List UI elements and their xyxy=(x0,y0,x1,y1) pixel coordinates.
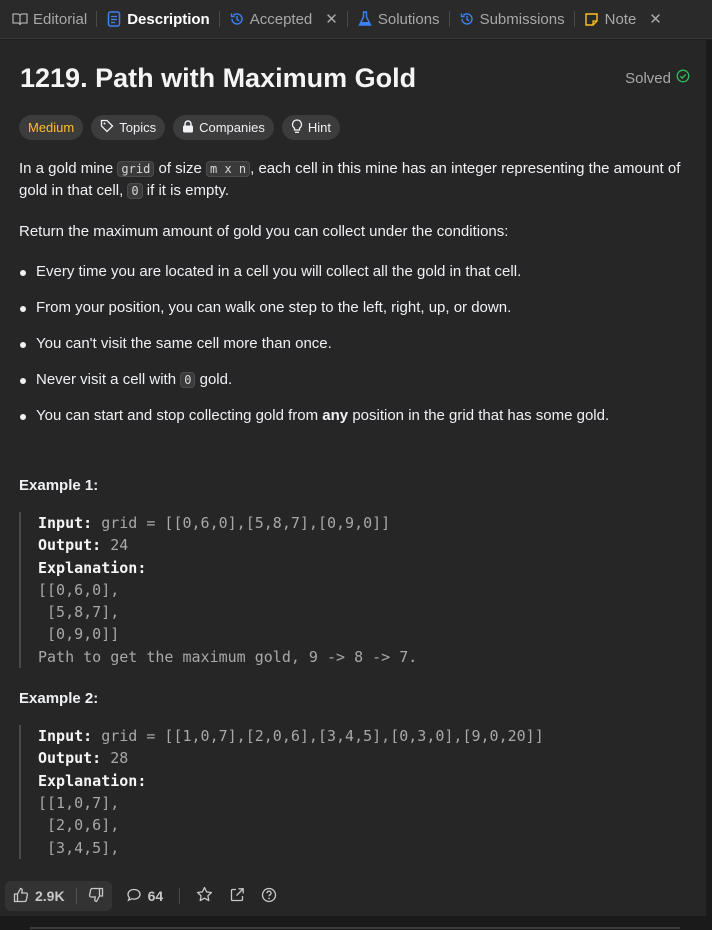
text: if it is empty. xyxy=(142,182,230,199)
action-bar xyxy=(0,876,706,916)
example-title: Example 1: xyxy=(19,477,99,494)
tab-note[interactable] xyxy=(584,10,662,28)
lightbulb-icon xyxy=(291,119,303,137)
output-label: Output: xyxy=(38,536,102,555)
topics-label: Topics xyxy=(119,120,157,135)
explanation-line: [[0,6,0], xyxy=(38,580,120,599)
text: Never visit a cell with xyxy=(36,371,181,388)
explanation-line: Path to get the maximum gold, 9 -> 8 -> 7. xyxy=(38,647,418,666)
list-item: Every time you are located in a cell you will collect all the gold in that cell. xyxy=(19,261,691,283)
close-icon[interactable]: ✕ xyxy=(325,11,338,28)
help-button[interactable] xyxy=(261,887,277,906)
history-icon xyxy=(229,11,245,27)
text: You can start and stop collecting gold from xyxy=(36,407,323,424)
explanation-line: [5,8,7], xyxy=(38,603,120,622)
inline-code: 0 xyxy=(127,183,142,199)
example-title: Example 2: xyxy=(19,690,99,708)
inline-code: m x n xyxy=(206,161,250,177)
tab-divider xyxy=(347,11,348,27)
list-item: From your position, you can walk one step to the left, right, up, or down. xyxy=(19,297,691,319)
text: In a gold mine xyxy=(19,160,118,177)
example-output: 28 xyxy=(101,749,129,768)
example-block xyxy=(19,725,691,859)
tab-divider xyxy=(449,11,450,27)
example-input: grid = [[1,0,7],[2,0,6],[3,4,5],[0,3,0],[9,0,20]] xyxy=(92,727,544,746)
flask-icon xyxy=(357,11,373,27)
tab-accepted[interactable] xyxy=(229,10,338,28)
difficulty-badge: Medium xyxy=(19,115,83,140)
comment-icon xyxy=(126,887,142,906)
text: position in the grid that has some gold. xyxy=(348,407,610,424)
list-item xyxy=(19,369,691,391)
share-button[interactable] xyxy=(229,887,245,906)
comments-button[interactable] xyxy=(126,887,164,906)
tab-solutions[interactable] xyxy=(357,11,440,28)
solved-label: Solved xyxy=(625,69,671,87)
tab-divider xyxy=(219,11,220,27)
thumbs-down-icon[interactable] xyxy=(88,887,104,906)
inline-code: 0 xyxy=(180,372,195,388)
check-circle-icon xyxy=(676,69,690,87)
description-panel xyxy=(0,40,706,916)
divider xyxy=(76,888,77,904)
book-icon xyxy=(12,11,28,27)
explanation-label: Explanation: xyxy=(38,771,147,790)
tab-divider xyxy=(96,11,97,27)
explanation-line: [2,0,6], xyxy=(38,816,120,835)
text: , each cell in this mine has an integer representing the amount of gold in that cell, xyxy=(19,160,681,199)
tag-icon xyxy=(100,119,114,136)
tab-editorial[interactable] xyxy=(12,11,87,28)
companies-button[interactable] xyxy=(173,115,274,140)
explanation-line: [3,4,5], xyxy=(38,838,120,857)
tab-description[interactable] xyxy=(106,11,210,28)
page-title: 1219. Path with Maximum Gold xyxy=(20,63,417,93)
bold-text: any xyxy=(322,407,349,424)
star-icon xyxy=(196,886,213,906)
text: gold. xyxy=(195,371,233,388)
input-label: Input: xyxy=(38,727,93,746)
output-label: Output: xyxy=(38,749,102,768)
text: of size xyxy=(154,160,206,177)
window-bottom-edge xyxy=(0,916,712,930)
example-input: grid = [[0,6,0],[5,8,7],[0,9,0]] xyxy=(92,514,391,532)
question-circle-icon xyxy=(261,887,277,906)
explanation-label: Explanation: xyxy=(38,558,147,577)
close-icon[interactable]: ✕ xyxy=(649,11,662,28)
list-item: You can't visit the same cell more than once. xyxy=(19,333,691,355)
horizontal-scrollbar[interactable] xyxy=(30,927,680,929)
explanation-line: [[1,0,7], xyxy=(38,793,120,812)
thumbs-up-icon[interactable] xyxy=(13,887,29,906)
tab-label: Description xyxy=(127,10,210,28)
hint-button[interactable] xyxy=(282,115,340,140)
list-item xyxy=(19,405,691,427)
tab-bar xyxy=(0,0,712,39)
history-icon xyxy=(459,11,475,27)
explanation-line: [0,9,0]] xyxy=(38,625,120,644)
note-icon xyxy=(584,11,600,27)
tab-divider xyxy=(574,11,575,27)
document-icon xyxy=(106,11,122,27)
divider xyxy=(179,888,180,904)
lock-icon xyxy=(182,120,194,136)
favorite-button[interactable] xyxy=(196,886,213,906)
vote-group xyxy=(5,881,112,911)
example-output: 24 xyxy=(101,536,129,555)
tab-label: Editorial xyxy=(33,10,88,28)
topics-button[interactable] xyxy=(91,115,165,140)
companies-label: Companies xyxy=(199,120,265,135)
tab-submissions[interactable] xyxy=(459,11,565,28)
tab-label: Submissions xyxy=(479,10,565,28)
description-paragraph xyxy=(19,158,691,202)
problem-description xyxy=(19,158,691,859)
problem-tags xyxy=(19,115,340,140)
hint-label: Hint xyxy=(307,120,331,135)
example-block xyxy=(19,512,691,668)
scrollbar-track[interactable] xyxy=(706,40,712,916)
tab-label: Note xyxy=(604,10,637,28)
tab-label: Solutions xyxy=(377,10,440,28)
solved-status xyxy=(625,69,690,87)
tab-label: Accepted xyxy=(249,10,313,28)
like-count: 2.9K xyxy=(35,888,65,904)
inline-code: grid xyxy=(117,161,154,177)
input-label: Input: xyxy=(38,514,93,532)
rules-list xyxy=(19,261,691,427)
external-link-icon xyxy=(229,887,245,906)
description-paragraph: Return the maximum amount of gold you can collect under the conditions: xyxy=(19,223,509,240)
comment-count: 64 xyxy=(147,888,164,904)
